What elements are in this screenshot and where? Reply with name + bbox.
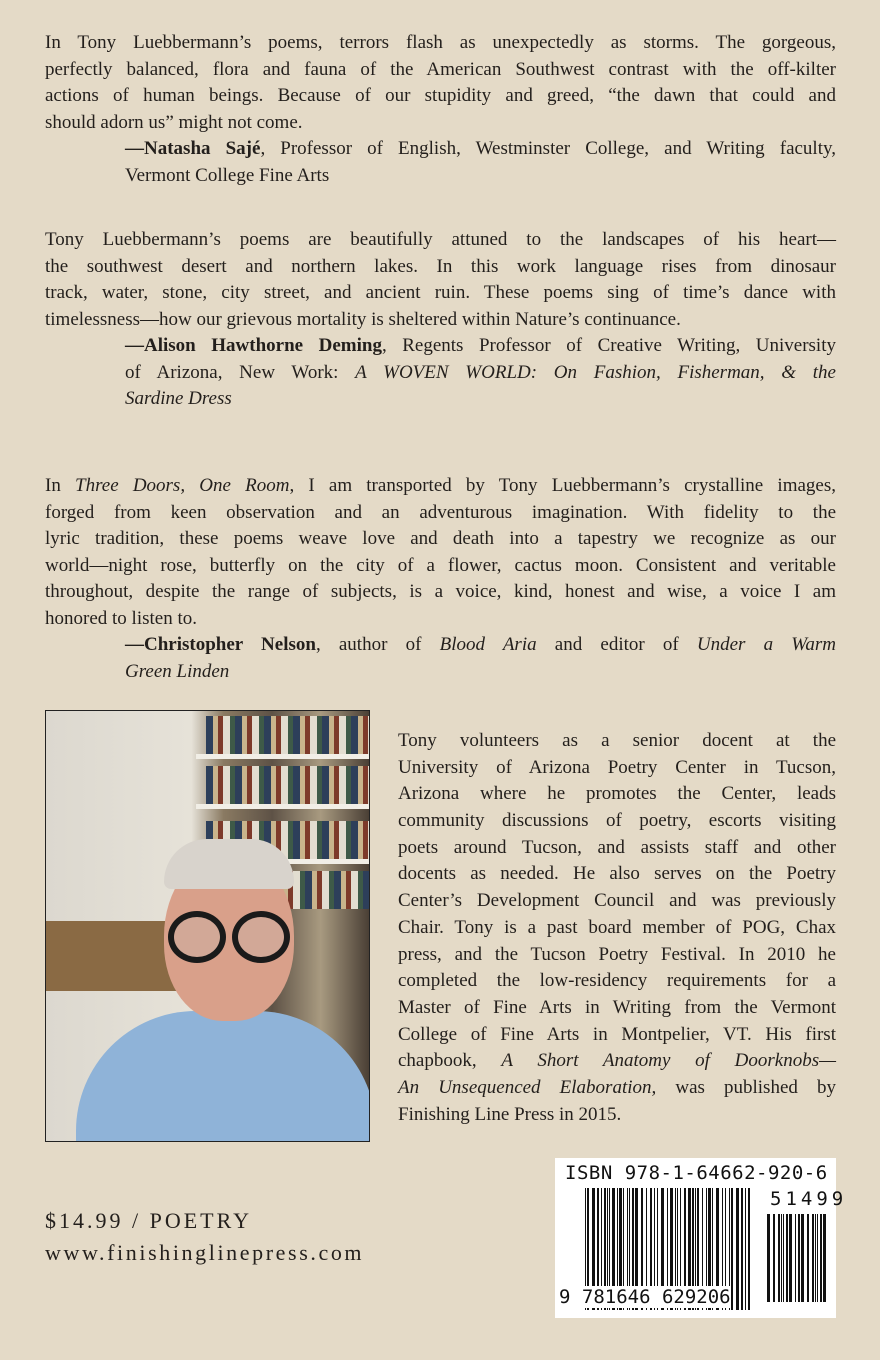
bio-line [398,1075,836,1102]
barcode-bar [781,1214,782,1302]
barcode-bar [786,1214,788,1302]
barcode-bar [778,1214,780,1302]
text-segment: completed the low-residency requirements for a [398,970,836,992]
barcode-bar [773,1214,775,1302]
isbn-text: ISBN 978-1-64662-920-6 [565,1162,828,1184]
text-segment: perfectly balanced, flora and fauna of the American Southwest contrast with the off-kilter [45,58,836,80]
author-photo [45,710,370,1142]
barcode-bar [820,1214,822,1302]
book-title: Blood Aria [439,634,537,655]
text-segment: press, and the Tucson Poetry Festival. In 2010 he [398,943,836,965]
attribution-line [45,360,836,387]
barcode-bar [736,1188,739,1310]
bio-line [398,835,836,862]
quote-line [45,83,836,110]
bio-line [398,1102,836,1129]
blurb-christopher-nelson [45,473,836,685]
quote-line [45,473,836,500]
barcode-bar [783,1214,784,1302]
text-segment: the southwest desert and northern lakes. In this work language rises from dinosaur [45,255,836,277]
price-category: $14.99 / POETRY [45,1208,252,1233]
price-addon-code: 51499 [770,1188,848,1210]
bookshelf [206,716,370,754]
quote-line [45,526,836,553]
text-segment: Finishing Line Press in 2015. [398,1103,622,1125]
text-segment: Arizona where he promotes the Center, leads [398,783,836,805]
text-segment: Chair. Tony is a past board member of POG, Chax [398,916,836,938]
barcode-digits: 9 781646 629206 [559,1286,731,1308]
bio-line [398,942,836,969]
bio-line [398,1048,836,1075]
text-segment: Master of Fine Arts in Writing from the Vermont [398,996,836,1018]
text-segment: University of Arizona Poetry Center in Tucson, [398,756,836,778]
bio-line [398,968,836,995]
text-segment: actions of human beings. Because of our stupidity and greed, “the dawn that could and [45,85,836,106]
text-segment: chapbook, [398,1050,502,1072]
attribution-line [45,136,836,163]
text-segment: should adorn us” might not come. [45,111,303,133]
text-segment: poets around Tucson, and assists staff and other [398,836,836,858]
bio-line [398,781,836,808]
quote-line [45,110,836,137]
attribution-line [45,659,836,686]
barcode-bar [798,1214,800,1302]
attribution-line [45,386,836,413]
bio-line [398,915,836,942]
barcode-bar [767,1214,770,1302]
text-segment: honored to listen to. [45,607,197,629]
bio-line [398,755,836,782]
barcode-bar [731,1188,733,1310]
barcode-bar [815,1214,816,1302]
bio-line [398,808,836,835]
barcode-bar [801,1214,804,1302]
quote-line [45,579,836,606]
book-title: Under a Warm [696,634,837,655]
quote-line [45,606,836,633]
barcode-bar [748,1188,750,1310]
book-title: An Unsequenced Elaboration, [398,1076,657,1098]
text-segment: Vermont College Fine Arts [125,164,330,186]
barcode-bar [789,1214,792,1302]
book-title: A WOVEN WORLD: On Fashion, Fisherman, & the [355,361,836,383]
author-name: —Natasha Sajé [125,138,261,159]
barcode-bar [817,1214,818,1302]
blurb-natasha-saje [45,30,836,189]
text-segment: , I am transported by Tony Luebbermann’s crystalline images, [289,475,836,496]
text-segment: throughout, despite the range of subjects, is a voice, kind, honest and wise, a voice I am [45,581,836,602]
quote-line [45,227,836,254]
author-bio [398,728,836,1128]
quote-line [45,553,836,580]
quote-line [45,57,836,84]
addon-bars [767,1214,829,1302]
publisher-url[interactable]: www.finishinglinepress.com [45,1240,365,1265]
author-name: —Alison Hawthorne Deming [125,335,382,356]
isbn-barcode [555,1158,848,1318]
text-segment: was published by [656,1076,836,1098]
text-segment: of Arizona, New Work: [125,361,356,383]
blurb-alison-deming [45,227,836,413]
barcode-bar [812,1214,814,1302]
quote-line [45,500,836,527]
bio-line [398,861,836,888]
book-title: Sardine Dress [125,388,232,409]
text-segment: College of Fine Arts in Montpelier, VT. His first [398,1023,836,1045]
text-segment: , author of [315,634,440,655]
quote-line [45,254,836,281]
text-segment: Tony volunteers as a senior docent at the [398,730,836,751]
text-segment: timelessness—how our grievous mortality is sheltered within Nature’s continuance. [45,308,681,330]
book-title: Green Linden [125,660,230,682]
bio-line [398,728,836,755]
quote-line [45,30,836,57]
author-name: —Christopher Nelson [125,634,316,655]
text-segment: community discussions of poetry, escorts visiting [398,810,836,832]
attribution-line [45,163,836,190]
text-segment: and editor of [536,634,697,655]
barcode-bar [807,1214,809,1302]
text-segment: In [45,475,76,496]
text-segment: Center’s Development Council and was previously [398,890,836,912]
quote-line [45,307,836,334]
book-title: Three Doors, One Room [75,475,290,496]
text-segment: docents as needed. He also serves on the Poetry [398,863,836,885]
text-segment: , Regents Professor of Creative Writing, University [381,335,836,356]
barcode-bar [823,1214,826,1302]
text-segment: forged from keen observation and an adventurous imagination. With fidelity to the [45,501,836,523]
glasses-icon [168,911,226,963]
bio-line [398,995,836,1022]
barcode-bar [795,1214,796,1302]
barcode-bar [745,1188,746,1310]
quote-line [45,280,836,307]
book-title: A Short Anatomy of Doorknobs— [501,1050,836,1072]
text-segment: world—night rose, butterfly on the city of a flower, cactus moon. Consistent and veritable [45,554,836,576]
attribution-line [45,333,836,360]
text-segment: , Professor of English, Westminster College, and Writing faculty, [260,138,837,159]
barcode-bar [741,1188,743,1310]
attribution-line [45,632,836,659]
text-segment: track, water, stone, city street, and ancient ruin. These poems sing of time’s dance with [45,282,836,303]
text-segment: Tony Luebbermann’s poems are beautifully attuned to the landscapes of his heart— [45,229,836,250]
bio-line [398,888,836,915]
text-segment: lyric tradition, these poems weave love and death into a tapestry we recognize as our [45,528,836,549]
bio-line [398,1022,836,1049]
text-segment: In Tony Luebbermann’s poems, terrors flash as unexpectedly as storms. The gorgeous, [45,32,836,53]
